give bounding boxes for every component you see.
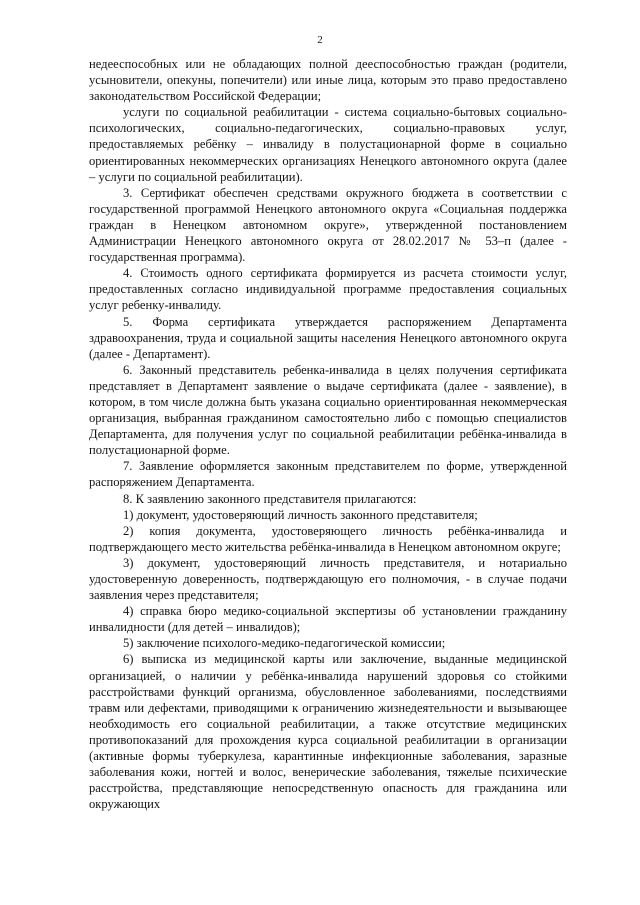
paragraph-4: 4. Стоимость одного сертификата формируется из расчета стоимости услуг, предоставленных согласно индивидуальной программе предоставления социальных услуг ребенку-инвалиду. xyxy=(89,266,567,313)
paragraph-5: 5. Форма сертификата утверждается распоряжением Департамента здравоохранения, труда и социальной защиты населения Ненецкого автономного округа (далее - Департамент). xyxy=(89,314,567,361)
list-item-6: 6) выписка из медицинской карты или заключение, выданные медицинской организацией, о наличии у ребёнка-инвалида нарушений здоровья со стойкими расстройствами функций организма, обусловленное заболеваниями, последствиями травм или дефектами, приводящими к ограничению жизнедеятельности и вызывающее необходимость его социальной реабилитации, а также отсутствие медицинских противопоказаний для прохождения курса социальной реабилитации в организации (активные формы туберкулеза, карантинные инфекционные заболевания, заразные заболевания кожи, ногтей и волос, венерические заболевания, тяжелые психические расстройства, представляющие непосредственную опасность для гражданина или окружающих xyxy=(89,652,567,812)
list-item-2: 2) копия документа, удостоверяющего личность ребёнка-инвалида и подтверждающего место жительства ребёнка-инвалида в Ненецком автономном округе; xyxy=(89,523,567,554)
paragraph-6: 6. Законный представитель ребенка-инвалида в целях получения сертификата представляет в Департамент заявление о выдаче сертификата (далее - заявление), в котором, в том числе должна быть указана социально ориентированная некоммерческая организация, выбранная гражданином самостоятельно либо с помощью специалистов Департамента, для получения услуг по социальной реабилитации ребёнка-инвалида в полустационарной форме. xyxy=(89,362,567,458)
paragraph-continuation: недееспособных или не обладающих полной дееспособностью граждан (родители, усыновители, опекуны, попечители) или иные лица, которым это право предоставлено законодательством Российской Федерации; xyxy=(89,57,567,104)
page-number: 2 xyxy=(317,34,323,46)
list-item-5: 5) заключение психолого-медико-педагогической комиссии; xyxy=(123,636,446,651)
paragraph-7: 7. Заявление оформляется законным представителем по форме, утвержденной распоряжением Департамента. xyxy=(89,459,567,490)
paragraph-3: 3. Сертификат обеспечен средствами окружного бюджета в соответствии с государственной программой Ненецкого автономного округа «Социальная поддержка граждан в Ненецком автономном округе», утвержденной постановлением Администрации Ненецкого автономного округа от 28.02.2017 № 53–п (далее - государственная программа). xyxy=(89,185,567,265)
list-item-3: 3) документ, удостоверяющий личность представителя, и нотариально удостоверенную доверенность, подтверждающую его полномочия, - в случае подачи заявления через представителя; xyxy=(89,555,567,603)
document-body xyxy=(89,56,567,812)
list-item-4: 4) справка бюро медико-социальной экспертизы об установлении гражданину инвалидности (для детей – инвалидов); xyxy=(89,604,567,635)
paragraph-8: 8. К заявлению законного представителя прилагаются: xyxy=(123,491,417,506)
list-item-1: 1) документ, удостоверяющий личность законного представителя; xyxy=(123,507,478,522)
paragraph-rehab-services-definition: услуги по социальной реабилитации - система социально-бытовых социально-психологических, социально-педагогических, социально-правовых услуг, предоставляемых ребёнку – инвалиду в полустационарной форме в социально ориентированных некоммерческих организациях Ненецкого автономного округа (далее – услуги по социальной реабилитации). xyxy=(89,105,567,184)
